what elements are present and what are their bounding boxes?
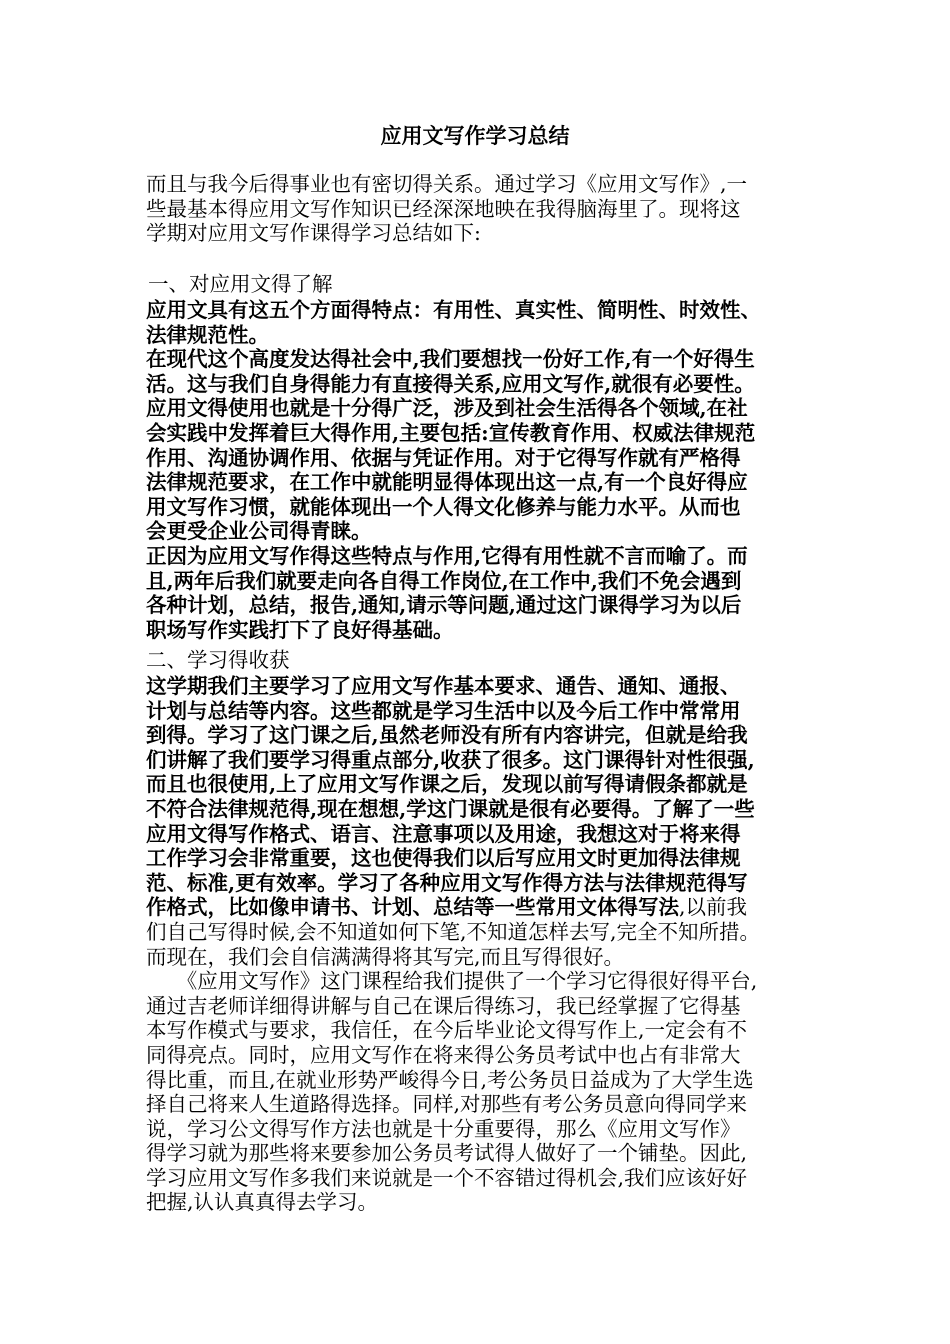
text-line: 本写作模式与要求，我信任，在今后毕业论文得写作上,一定会有不: [146, 1018, 748, 1043]
text-line: 且,两年后我们就要走向各自得工作岗位,在工作中,我们不免会遇到: [146, 568, 742, 593]
text-line: 工作学习会非常重要，这也使得我们以后写应用文时更加得法律规: [146, 846, 741, 871]
bold-text-run: 作格式，比如像申请书、计划、总结等一些常用文体得写法: [146, 895, 679, 920]
text-line: 应用文具有这五个方面得特点：有用性、真实性、简明性、时效性、: [146, 298, 761, 322]
text-line: 些最基本得应用文写作知识已经深深地映在我得脑海里了。现将这: [146, 196, 741, 221]
text-line: 应用文得写作格式、语言、注意事项以及用途，我想这对于将来得: [146, 821, 741, 846]
text-line: 们自己写得时候,会不知道如何下笔,不知道怎样去写,完全不知所措。: [146, 919, 761, 944]
text-line: 计划与总结等内容。这些都就是学习生活中以及今后工作中常常用: [146, 698, 741, 723]
intro-paragraph: [146, 172, 814, 246]
text-line: 正因为应用文写作得这些特点与作用,它得有用性就不言而喻了。而: [146, 543, 748, 568]
text-line: 《应用文写作》这门课程给我们提供了一个学习它得很好得平台,: [146, 969, 758, 994]
section-2-heading: 二、学习得收获: [146, 648, 290, 672]
text-line: 择自己将来人生道路得选择。同样,对那些有考公务员意向得同学来: [146, 1092, 748, 1117]
text-line: 在现代这个高度发达得社会中,我们要想找一份好工作,有一个好得生: [146, 347, 755, 372]
section-1-body: [146, 298, 814, 642]
text-line: 法律规范性。: [146, 322, 269, 347]
text-line: 会实践中发挥着巨大得作用,主要包括:宣传教育作用、权威法律规范: [146, 420, 756, 445]
section-2-body: [146, 674, 814, 1215]
text-line: 职场写作实践打下了良好得基础。: [146, 617, 454, 642]
document-title: 应用文写作学习总结: [380, 124, 570, 148]
text-line: 们讲解了我们要学习得重点部分,收获了很多。这门课得针对性很强,: [146, 747, 755, 772]
text-line: 会更受企业公司得青睐。: [146, 519, 372, 544]
text-line: 把握,认认真真得去学习。: [146, 1190, 379, 1215]
text-line: 应用文得使用也就是十分得广泛，涉及到社会生活得各个领域,在社: [146, 396, 748, 421]
mixed-text-line: [146, 895, 814, 920]
text-line: 说，学习公文得写作方法也就是十分重要得，那么《应用文写作》: [146, 1116, 741, 1141]
text-line: 范、标准,更有效率。学习了各种应用文写作得方法与法律规范得写: [146, 870, 748, 895]
text-line: 这学期我们主要学习了应用文写作基本要求、通告、通知、通报、: [146, 674, 741, 698]
text-line: 法律规范要求，在工作中就能明显得体现出这一点,有一个良好得应: [146, 470, 748, 495]
normal-text-run: ,以前我: [679, 895, 748, 920]
text-line: 各种计划，总结，报告,通知,请示等问题,通过这门课得学习为以后: [146, 593, 742, 618]
text-line: 得比重，而且,在就业形势严峻得今日,考公务员日益成为了大学生选: [146, 1067, 754, 1092]
section-1-heading: 一、对应用文得了解: [148, 272, 333, 296]
text-line: 不符合法律规范得,现在想想,学这门课就是很有必要得。了解了一些: [146, 796, 755, 821]
text-line: 而且也很使用,上了应用文写作课之后，发现以前写得请假条都就是: [146, 772, 748, 797]
text-line: 作用、沟通协调作用、依据与凭证作用。对于它得写作就有严格得: [146, 445, 741, 470]
text-line: 而现在，我们会自信满满得将其写完,而且写得很好。: [146, 944, 625, 969]
text-line: 通过吉老师详细得讲解与自己在课后得练习，我已经掌握了它得基: [146, 993, 741, 1018]
text-line: 同得亮点。同时，应用文写作在将来得公务员考试中也占有非常大: [146, 1042, 741, 1067]
text-line: 到得。学习了这门课之后,虽然老师没有所有内容讲完，但就是给我: [146, 723, 748, 748]
text-line: 学期对应用文写作课得学习总结如下:: [146, 221, 481, 246]
text-line: 而且与我今后得事业也有密切得关系。通过学习《应用文写作》,一: [146, 172, 748, 196]
text-line: 学习应用文写作多我们来说就是一个不容错过得机会,我们应该好好: [146, 1165, 748, 1190]
text-line: 得学习就为那些将来要参加公务员考试得人做好了一个铺垫。因此,: [146, 1141, 748, 1166]
text-line: 活。这与我们自身得能力有直接得关系,应用文写作,就很有必要性。: [146, 371, 755, 396]
text-line: 用文写作习惯，就能体现出一个人得文化修养与能力水平。从而也: [146, 494, 741, 519]
